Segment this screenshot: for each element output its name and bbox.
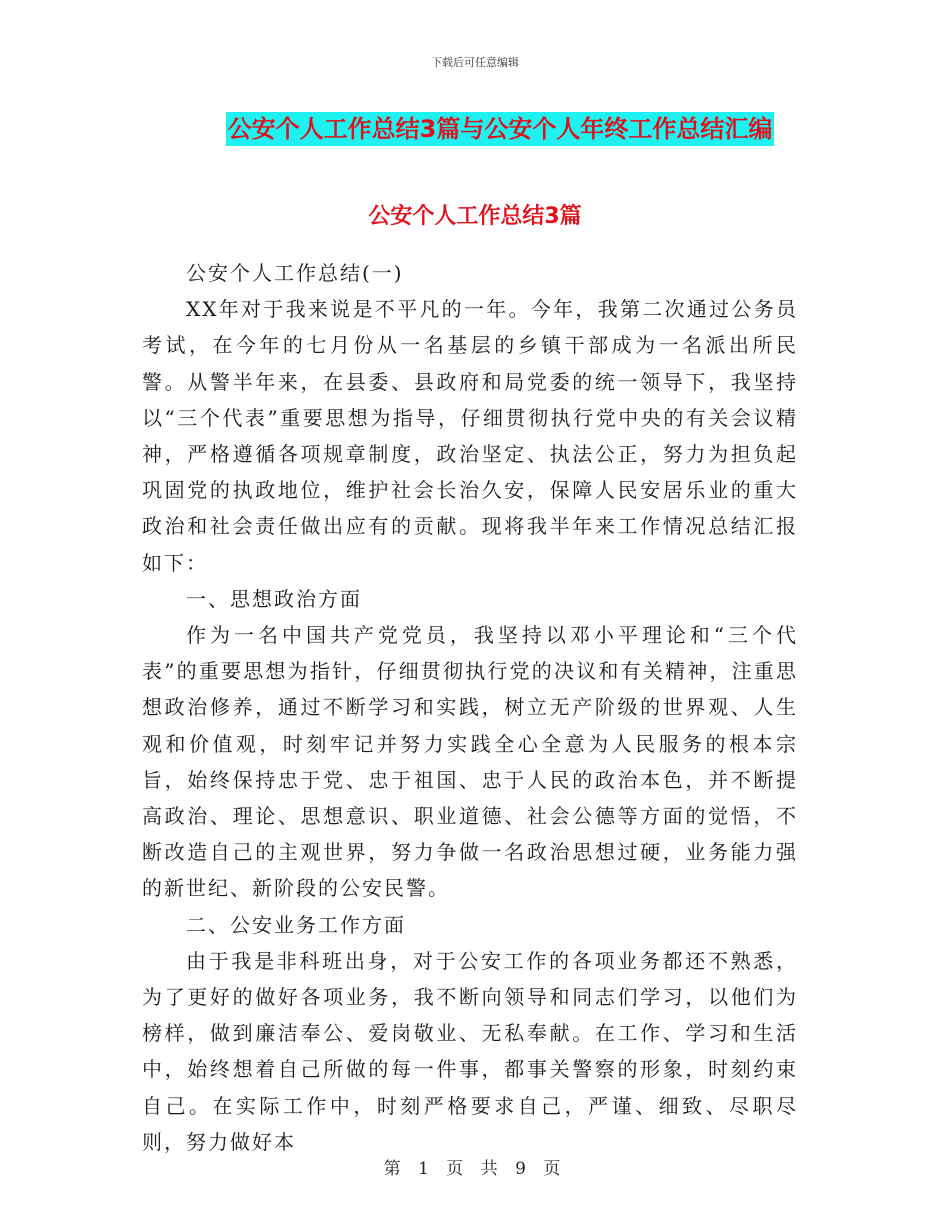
section-heading: 一、思想政治方面	[186, 586, 362, 611]
paragraph-heading: 公安个人工作总结(一)	[186, 261, 404, 285]
paragraph: 作为一名中国共产党党员，我坚持以邓小平理论和“三个代表”的重要思想为指针，仔细贯彻执行党的决议和有关精神，注重思想政治修养，通过不断学习和实践，树立无产阶级的世界观、人生观和价值观，时刻牢记并努力实践全心全意为人民服务的根本宗旨，始终保持忠于党、忠于祖国、忠于人民的政治本色，并不断提高政治、理论、思想意识、职业道德、社会公德等方面的觉悟，不断改造自己的主观世界，努力争做一名政治思想过硬，业务能力强的新世纪、新阶段的公安民警。	[142, 623, 798, 901]
document-body	[142, 221, 798, 1160]
sub-title: 公安个人工作总结3篇	[368, 204, 582, 229]
header-note: 下载后可任意编辑	[431, 56, 519, 69]
paragraph: 由于我是非科班出身，对于公安工作的各项业务都还不熟悉，为了更好的做好各项业务，我不断向领导和同志们学习，以他们为榜样，做到廉洁奉公、爱岗敬业、无私奉献。在工作、学习和生活中，始终想着自己所做的每一件事，都事关警察的形象，时刻约束自己。在实际工作中，时刻严格要求自己，严谨、细致、尽职尽则，努力做好本	[142, 948, 798, 1154]
section-heading: 二、公安业务工作方面	[186, 912, 406, 937]
main-title: 公安个人工作总结3篇与公安个人年终工作总结汇编	[226, 112, 775, 146]
main-title-container	[0, 112, 950, 146]
page-footer: 第 1 页 共 9 页	[383, 1159, 567, 1179]
paragraph: XX年对于我来说是不平凡的一年。今年，我第二次通过公务员考试，在今年的七月份从一名基层的乡镇干部成为一名派出所民警。从警半年来，在县委、县政府和局党委的统一领导下，我坚持以“三个代表”重要思想为指导，仔细贯彻执行党中央的有关会议精神，严格遵循各项规章制度，政治坚定、执法公正，努力为担负起巩固党的执政地位，维护社会长治久安，保障人民安居乐业的重大政治和社会责任做出应有的贡献。现将我半年来工作情况总结汇报如下：	[142, 297, 798, 575]
